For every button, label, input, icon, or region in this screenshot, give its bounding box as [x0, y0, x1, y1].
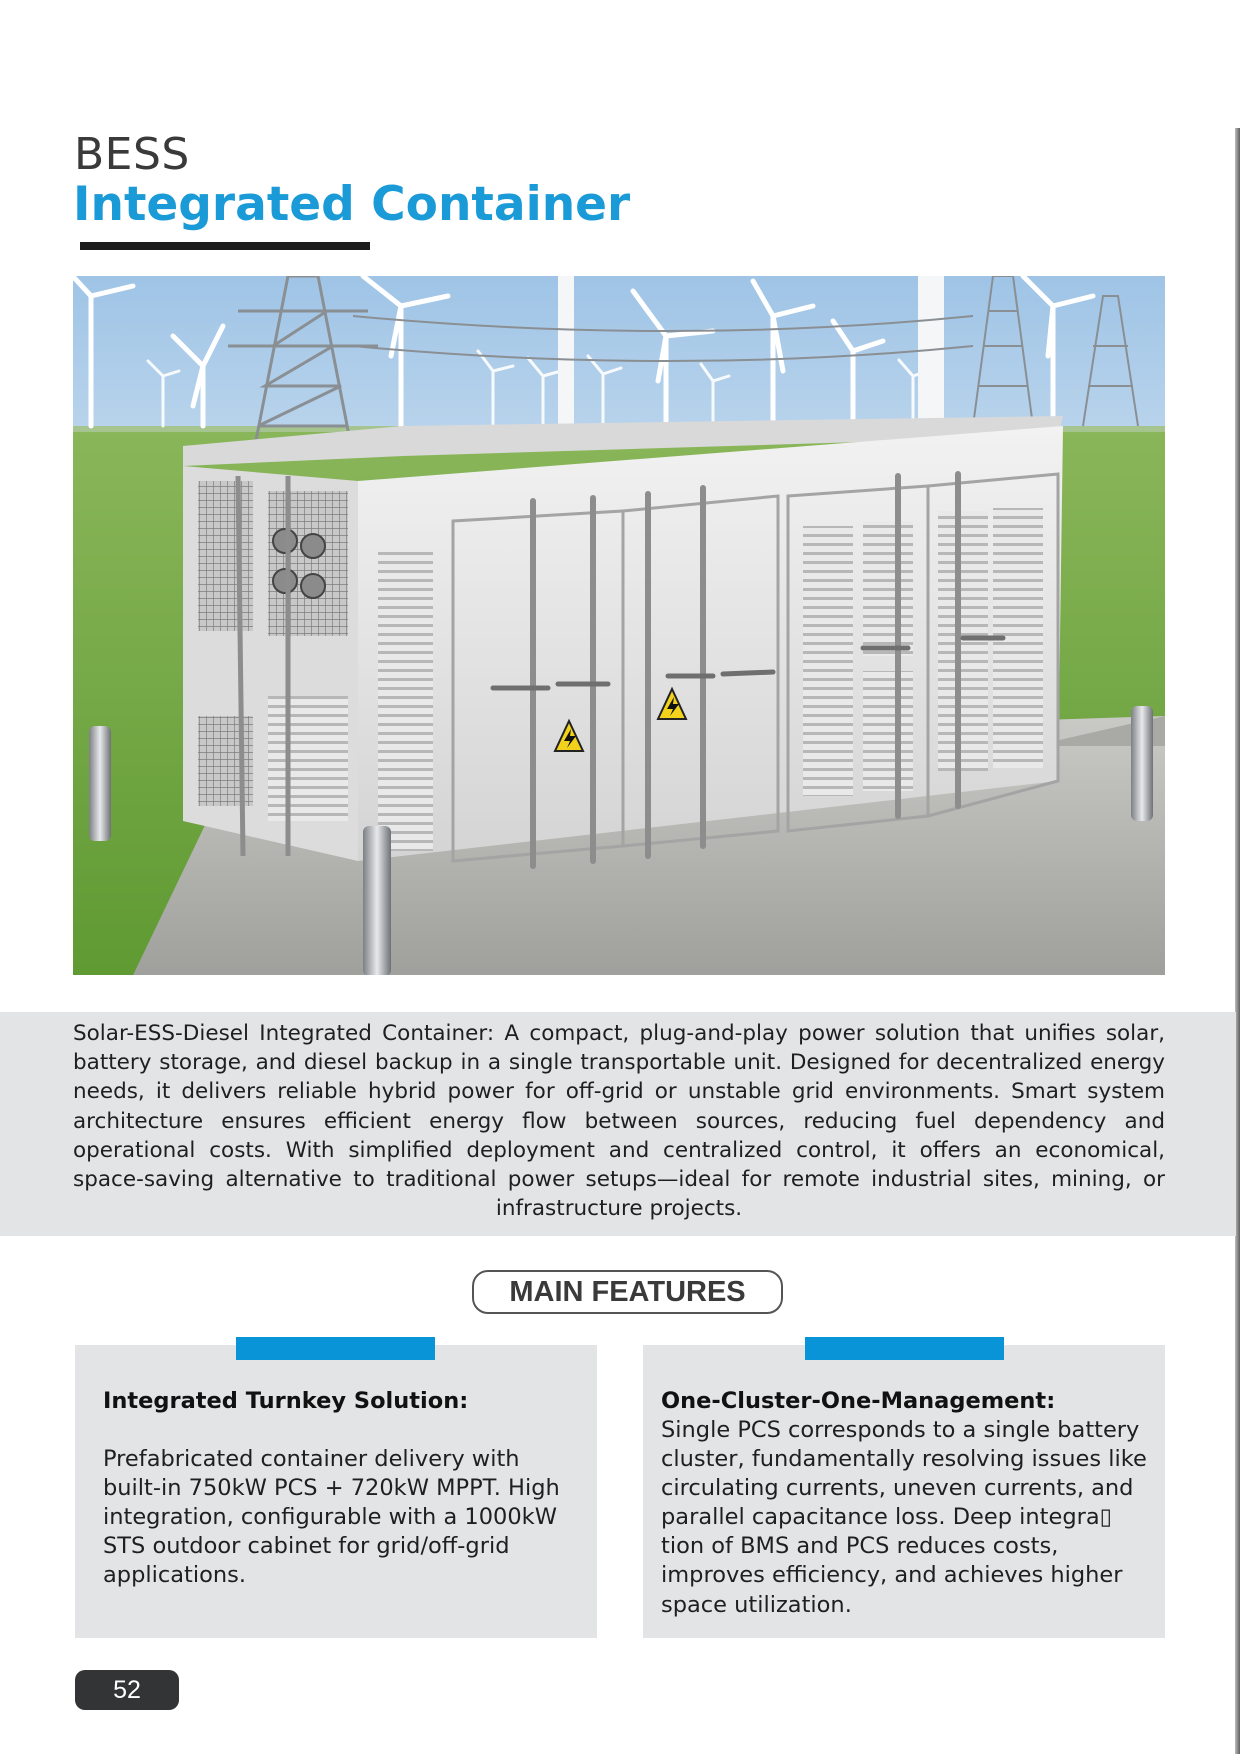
- title-underline: [80, 242, 370, 250]
- feature-card-body: Single PCS corresponds to a single battery cluster, fundamentally resolving issues like circulating currents, uneven currents, and parallel capacitance loss. Deep integra▯ tion of BMS and PCS reduces costs, improves efficiency, and achieves higher space utilization.: [661, 1417, 1147, 1618]
- feature-card-cluster-management: [643, 1345, 1165, 1638]
- feature-card-accent-bar: [236, 1337, 435, 1360]
- main-features-heading: MAIN FEATURES: [472, 1270, 783, 1314]
- hero-image: [73, 276, 1165, 975]
- battery-container-photo-icon: [73, 276, 1165, 975]
- page-title-line1: BESS: [74, 129, 190, 180]
- feature-card-turnkey: [75, 1345, 597, 1638]
- feature-card-accent-bar: [805, 1337, 1004, 1360]
- feature-card-title: One-Cluster-One-Management:: [661, 1388, 1056, 1414]
- page-title-line2: Integrated Container: [73, 177, 631, 232]
- product-description: Solar-ESS-Diesel Integrated Container: A compact, plug-and-play power solution that unifies solar, battery storage, and diesel backup in a single transportable unit. Designed for decentralized energy needs, it delivers reliable hybrid power for off-grid or unstable grid environments. Smart system architecture ensures efficient energy flow between sources, reducing fuel dependency and operational costs. With simplified deployment and centralized control, it offers an economical, space-saving alternative to traditional power setups—ideal for remote industrial sites, mining, or infrastructure projects.: [73, 1021, 1165, 1222]
- page-number: 52: [75, 1670, 179, 1710]
- feature-card-body: Prefabricated container delivery with built-in 750kW PCS + 720kW MPPT. High integration, configurable with a 1000kW STS outdoor cabinet for grid/off-grid applications.: [103, 1446, 560, 1589]
- feature-card-title: Integrated Turnkey Solution:: [103, 1388, 469, 1414]
- page-edge-shadow: [1235, 128, 1240, 1754]
